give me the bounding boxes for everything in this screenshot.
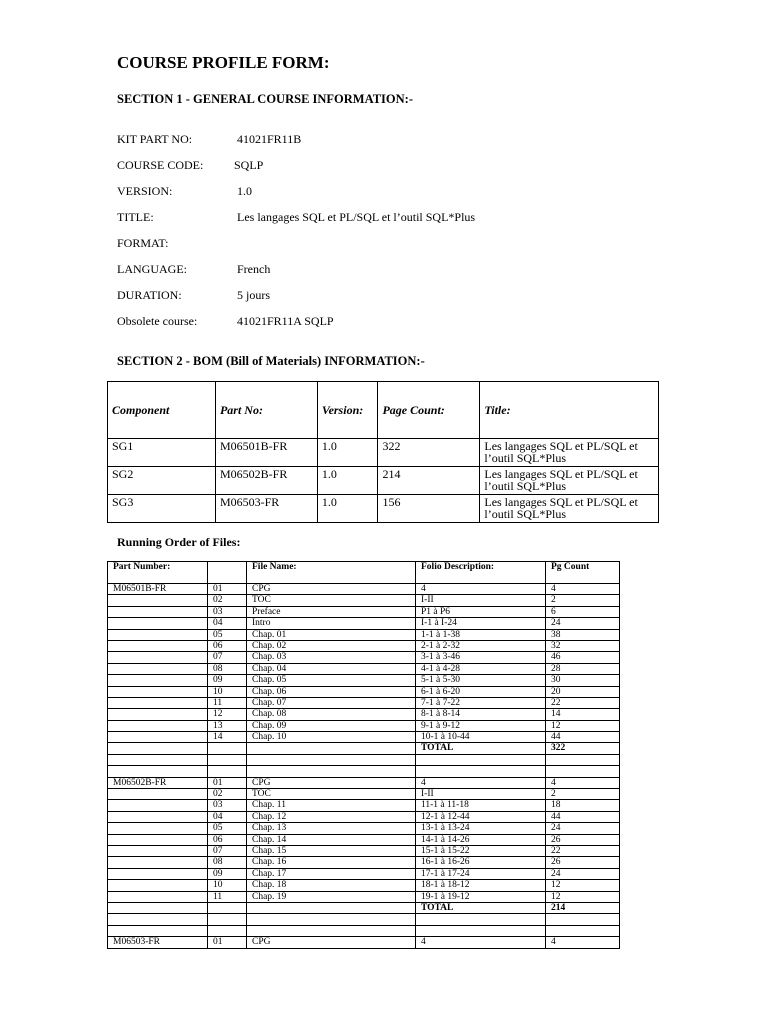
running-order-heading: Running Order of Files: [117, 535, 241, 549]
running-cell: Chap. 12 [247, 811, 416, 822]
field-value: Les langages SQL et PL/SQL et l’outil SQL*Plus [237, 210, 476, 224]
running-cell: 14 [546, 709, 620, 720]
running-cell: 04 [208, 811, 242, 822]
running-cell: 5-1 à 5-30 [416, 675, 546, 686]
running-cell: 2-1 à 2-32 [416, 640, 546, 651]
running-cell: 08 [208, 857, 242, 868]
running-cell [108, 606, 208, 617]
table-row [108, 914, 620, 925]
running-cell: 06 [208, 640, 242, 651]
section1-heading: SECTION 1 - GENERAL COURSE INFORMATION:- [117, 92, 413, 106]
running-cell: 26 [546, 834, 620, 845]
bom-cell: Les langages SQL et PL/SQL et l’outil SQL*Plus [480, 439, 659, 467]
field-label: TITLE: [117, 210, 154, 224]
running-cell: TOC [247, 595, 416, 606]
running-cell: 6 [546, 606, 620, 617]
bom-cell: 1.0 [317, 439, 378, 467]
bom-cell: SG3 [108, 495, 216, 523]
table-row [108, 823, 620, 834]
running-cell: M06501B-FR [108, 584, 208, 595]
field-value: 41021FR11B [237, 132, 302, 146]
running-cell [108, 754, 208, 765]
running-cell: Chap. 06 [247, 686, 416, 697]
running-cell: 05 [208, 629, 242, 640]
running-order-header-row [108, 562, 620, 584]
running-cell: 2 [546, 789, 620, 800]
table-row [108, 686, 620, 697]
running-cell [247, 925, 416, 936]
running-cell [108, 640, 208, 651]
running-cell: 15-1 à 15-22 [416, 845, 546, 856]
running-cell: TOC [247, 789, 416, 800]
running-cell [108, 823, 208, 834]
running-cell: Chap. 18 [247, 880, 416, 891]
table-row [108, 777, 620, 788]
running-cell [247, 754, 416, 765]
running-cell [247, 766, 416, 777]
running-cell: Chap. 16 [247, 857, 416, 868]
running-cell [416, 754, 546, 765]
running-cell: 322 [546, 743, 620, 754]
running-cell: 10 [208, 686, 242, 697]
table-row [108, 720, 620, 731]
table-row [108, 439, 659, 467]
running-cell: 17-1 à 17-24 [416, 868, 546, 879]
running-cell: 28 [546, 663, 620, 674]
running-cell: 14 [208, 732, 242, 743]
running-cell: 9-1 à 9-12 [416, 720, 546, 731]
running-cell [108, 845, 208, 856]
running-cell [108, 675, 208, 686]
table-row [108, 467, 659, 495]
running-cell [108, 618, 208, 629]
running-cell: 13-1 à 13-24 [416, 823, 546, 834]
table-row [108, 766, 620, 777]
page-title: COURSE PROFILE FORM: [117, 53, 330, 72]
table-row [108, 857, 620, 868]
running-cell: 05 [208, 823, 242, 834]
running-cell [108, 663, 208, 674]
running-cell: Chap. 10 [247, 732, 416, 743]
bom-table [107, 381, 659, 523]
running-cell: 6-1 à 6-20 [416, 686, 546, 697]
running-cell: Chap. 05 [247, 675, 416, 686]
running-cell: 03 [208, 606, 242, 617]
running-cell: 03 [208, 800, 242, 811]
running-cell [247, 902, 416, 913]
running-cell: 13 [208, 720, 242, 731]
table-row [108, 663, 620, 674]
table-row [108, 902, 620, 913]
table-row [108, 845, 620, 856]
bom-cell: 156 [378, 495, 480, 523]
field-label: Obsolete course: [117, 314, 198, 328]
field-value: 41021FR11A SQLP [237, 314, 334, 328]
running-cell: TOTAL [416, 743, 546, 754]
table-row [108, 629, 620, 640]
running-cell: 12 [546, 720, 620, 731]
running-cell: 12 [546, 891, 620, 902]
running-cell [108, 914, 208, 925]
running-cell [546, 766, 620, 777]
running-cell [247, 914, 416, 925]
running-cell: 18-1 à 18-12 [416, 880, 546, 891]
running-cell: 4 [546, 937, 620, 948]
running-cell: 4-1 à 4-28 [416, 663, 546, 674]
running-cell [108, 800, 208, 811]
running-cell: 19-1 à 19-12 [416, 891, 546, 902]
table-row [108, 937, 620, 948]
running-cell [108, 743, 208, 754]
running-cell [546, 925, 620, 936]
running-cell: 14-1 à 14-26 [416, 834, 546, 845]
running-cell: 12-1 à 12-44 [416, 811, 546, 822]
running-cell [108, 720, 208, 731]
running-cell: 24 [546, 618, 620, 629]
section2-heading: SECTION 2 - BOM (Bill of Materials) INFORMATION:- [117, 354, 425, 368]
running-cell: Preface [247, 606, 416, 617]
running-cell: 12 [208, 709, 242, 720]
running-cell [108, 652, 208, 663]
running-cell: Chap. 11 [247, 800, 416, 811]
running-cell: Chap. 13 [247, 823, 416, 834]
running-cell: 11 [208, 697, 242, 708]
running-cell: 09 [208, 675, 242, 686]
running-cell: 04 [208, 618, 242, 629]
running-cell: Chap. 19 [247, 891, 416, 902]
running-cell: Chap. 04 [247, 663, 416, 674]
bom-cell: SG1 [108, 439, 216, 467]
bom-cell: 322 [378, 439, 480, 467]
running-order-table [107, 561, 620, 949]
field-value: 5 jours [237, 288, 270, 302]
table-row [108, 652, 620, 663]
running-cell [208, 754, 242, 765]
running-cell [208, 743, 242, 754]
field-label: DURATION: [117, 288, 182, 302]
running-cell: 02 [208, 595, 242, 606]
table-row [108, 640, 620, 651]
running-cell: CPG [247, 777, 416, 788]
running-cell [208, 902, 242, 913]
running-cell: 44 [546, 811, 620, 822]
running-cell: 4 [416, 937, 546, 948]
running-header-cell: Pg Count [546, 562, 620, 584]
field-label: COURSE CODE: [117, 158, 204, 172]
running-cell: 44 [546, 732, 620, 743]
table-row [108, 732, 620, 743]
running-header-cell: Folio Description: [416, 562, 546, 584]
running-cell: TOTAL [416, 902, 546, 913]
table-row [108, 495, 659, 523]
bom-cell: Les langages SQL et PL/SQL et l’outil SQL*Plus [480, 495, 659, 523]
running-cell: 24 [546, 868, 620, 879]
running-cell: 18 [546, 800, 620, 811]
bom-cell: 1.0 [317, 495, 378, 523]
table-row [108, 868, 620, 879]
bom-header-cell: Page Count: [378, 382, 480, 439]
bom-cell: M06501B-FR [215, 439, 317, 467]
running-cell: 06 [208, 834, 242, 845]
running-cell: 01 [208, 777, 242, 788]
running-header-cell: Part Number: [108, 562, 208, 584]
running-cell [208, 914, 242, 925]
table-row [108, 789, 620, 800]
bom-cell: SG2 [108, 467, 216, 495]
bom-header-cell: Component [108, 382, 216, 439]
field-label: LANGUAGE: [117, 262, 187, 276]
running-header-cell: File Name: [247, 562, 416, 584]
running-cell: Chap. 08 [247, 709, 416, 720]
running-cell: 07 [208, 652, 242, 663]
running-cell: P1 à P6 [416, 606, 546, 617]
running-cell [108, 811, 208, 822]
running-cell: Chap. 15 [247, 845, 416, 856]
running-cell: 02 [208, 789, 242, 800]
running-cell: 12 [546, 880, 620, 891]
running-cell [208, 925, 242, 936]
running-cell: Chap. 14 [247, 834, 416, 845]
running-cell: 38 [546, 629, 620, 640]
running-cell: I-II [416, 595, 546, 606]
table-row [108, 880, 620, 891]
running-cell: 09 [208, 868, 242, 879]
running-cell: 22 [546, 845, 620, 856]
running-cell: Chap. 17 [247, 868, 416, 879]
running-cell: 3-1 à 3-46 [416, 652, 546, 663]
running-cell: Intro [247, 618, 416, 629]
running-cell: 4 [416, 584, 546, 595]
field-label: KIT PART NO: [117, 132, 193, 146]
field-value: French [237, 262, 271, 276]
running-cell [208, 766, 242, 777]
bom-header-row [108, 382, 659, 439]
running-header-cell [208, 562, 242, 584]
table-row [108, 800, 620, 811]
running-cell [108, 834, 208, 845]
running-cell: Chap. 02 [247, 640, 416, 651]
running-cell [108, 595, 208, 606]
running-cell: 30 [546, 675, 620, 686]
running-cell: CPG [247, 937, 416, 948]
running-cell: 26 [546, 857, 620, 868]
running-cell: Chap. 07 [247, 697, 416, 708]
table-row [108, 595, 620, 606]
table-row [108, 618, 620, 629]
bom-header-cell: Title: [480, 382, 659, 439]
running-cell [416, 914, 546, 925]
field-label: VERSION: [117, 184, 173, 198]
running-cell [108, 902, 208, 913]
running-cell [108, 709, 208, 720]
running-cell: 11 [208, 891, 242, 902]
running-cell [108, 732, 208, 743]
running-cell [247, 743, 416, 754]
running-cell [416, 925, 546, 936]
running-cell [108, 925, 208, 936]
running-cell: 8-1 à 8-14 [416, 709, 546, 720]
bom-cell: M06503-FR [215, 495, 317, 523]
running-cell [108, 697, 208, 708]
running-cell: 2 [546, 595, 620, 606]
table-row [108, 584, 620, 595]
running-cell [108, 891, 208, 902]
table-row [108, 891, 620, 902]
running-cell: M06503-FR [108, 937, 208, 948]
field-value: 1.0 [237, 184, 252, 198]
field-label: FORMAT: [117, 236, 169, 250]
running-cell: 11-1 à 11-18 [416, 800, 546, 811]
table-row [108, 697, 620, 708]
running-cell: I-1 à I-24 [416, 618, 546, 629]
running-cell: Chap. 03 [247, 652, 416, 663]
running-cell: 10-1 à 10-44 [416, 732, 546, 743]
running-cell [108, 766, 208, 777]
table-row [108, 925, 620, 936]
running-cell: 4 [546, 584, 620, 595]
running-cell: 4 [416, 777, 546, 788]
running-cell: M06502B-FR [108, 777, 208, 788]
running-cell [108, 789, 208, 800]
bom-cell: 214 [378, 467, 480, 495]
running-cell [108, 629, 208, 640]
running-cell: 10 [208, 880, 242, 891]
bom-cell: M06502B-FR [215, 467, 317, 495]
running-cell: Chap. 01 [247, 629, 416, 640]
running-cell: 214 [546, 902, 620, 913]
table-row [108, 743, 620, 754]
running-cell [416, 766, 546, 777]
running-cell [108, 880, 208, 891]
running-cell: Chap. 09 [247, 720, 416, 731]
table-row [108, 811, 620, 822]
running-cell: 24 [546, 823, 620, 834]
running-cell: CPG [247, 584, 416, 595]
table-row [108, 754, 620, 765]
bom-cell: 1.0 [317, 467, 378, 495]
table-row [108, 675, 620, 686]
running-cell: 46 [546, 652, 620, 663]
running-cell: 07 [208, 845, 242, 856]
table-row [108, 709, 620, 720]
running-cell [108, 857, 208, 868]
running-cell: 08 [208, 663, 242, 674]
running-cell: 7-1 à 7-22 [416, 697, 546, 708]
running-cell: 22 [546, 697, 620, 708]
running-cell [108, 868, 208, 879]
running-cell [546, 754, 620, 765]
bom-header-cell: Part No: [215, 382, 317, 439]
running-cell: 4 [546, 777, 620, 788]
running-cell: 16-1 à 16-26 [416, 857, 546, 868]
running-cell: 32 [546, 640, 620, 651]
running-cell: I-II [416, 789, 546, 800]
running-cell: 1-1 à 1-38 [416, 629, 546, 640]
running-cell: 01 [208, 584, 242, 595]
running-cell: 20 [546, 686, 620, 697]
running-cell [546, 914, 620, 925]
bom-header-cell: Version: [317, 382, 378, 439]
table-row [108, 606, 620, 617]
running-cell [108, 686, 208, 697]
running-cell: 01 [208, 937, 242, 948]
bom-cell: Les langages SQL et PL/SQL et l’outil SQL*Plus [480, 467, 659, 495]
table-row [108, 834, 620, 845]
field-value: SQLP [234, 158, 264, 172]
